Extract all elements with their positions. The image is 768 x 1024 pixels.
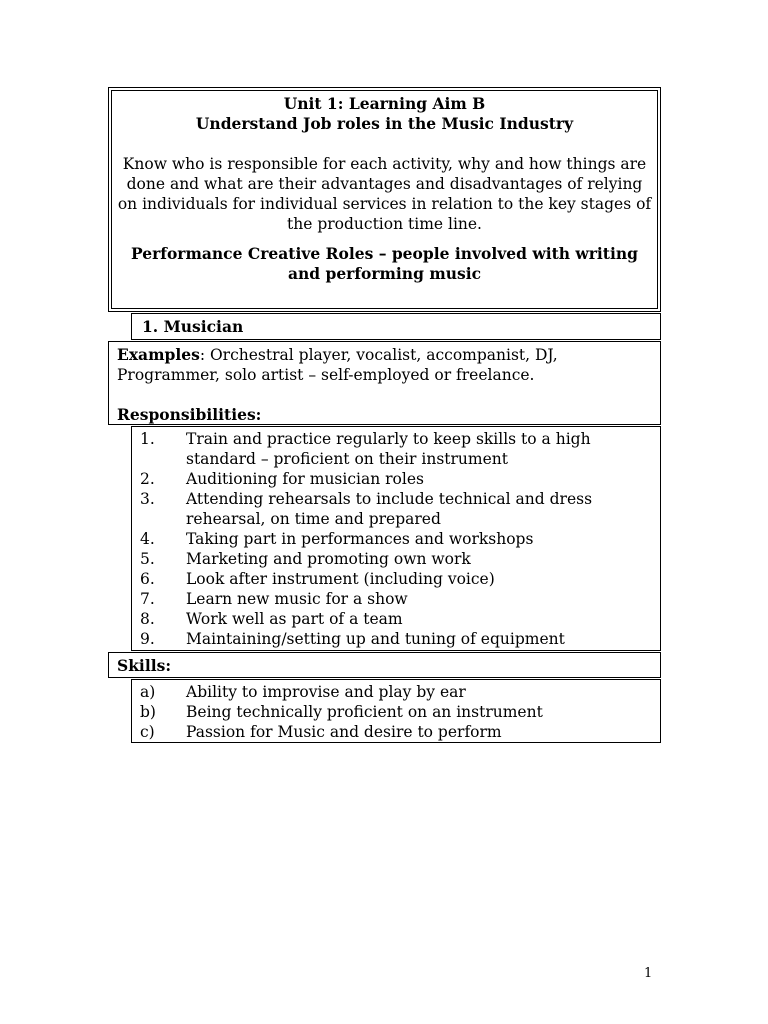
list-item xyxy=(140,589,652,609)
item-number: 6. xyxy=(140,570,155,588)
responsibilities-label: Responsibilities: xyxy=(117,405,262,424)
item-text: Being technically proficient on an instrument xyxy=(186,703,543,721)
item-number: 2. xyxy=(140,470,155,488)
item-text: Passion for Music and desire to perform xyxy=(186,723,502,741)
list-item xyxy=(140,569,652,589)
item-letter: c) xyxy=(140,723,155,741)
list-item xyxy=(140,722,652,742)
section-heading: Performance Creative Roles – people involved with writing and performing music xyxy=(131,244,638,283)
list-item xyxy=(140,682,652,702)
list-item xyxy=(140,609,652,629)
examples-box xyxy=(108,341,661,425)
skills-label: Skills: xyxy=(108,652,661,678)
item-number: 4. xyxy=(140,530,155,548)
item-text: Marketing and promoting own work xyxy=(186,550,471,568)
item-number: 8. xyxy=(140,610,155,628)
list-item xyxy=(140,529,652,549)
list-item xyxy=(140,489,652,529)
list-item xyxy=(140,702,652,722)
item-text: Attending rehearsals to include technical and dress rehearsal, on time and prepared xyxy=(186,490,593,528)
item-number: 1. xyxy=(140,430,155,448)
item-number: 3. xyxy=(140,490,155,508)
list-item xyxy=(140,629,652,649)
item-number: 7. xyxy=(140,590,155,608)
unit-title: Unit 1: Learning Aim B xyxy=(283,94,486,113)
item-text: Learn new music for a show xyxy=(186,590,408,608)
list-item xyxy=(140,469,652,489)
header-box xyxy=(108,87,661,312)
item-text: Work well as part of a team xyxy=(186,610,403,628)
item-text: Ability to improvise and play by ear xyxy=(186,683,466,701)
list-item xyxy=(140,549,652,569)
page-number: 1 xyxy=(644,966,653,981)
musician-heading: 1. Musician xyxy=(131,313,661,340)
examples-text: : Orchestral player, vocalist, accompanist, DJ, Programmer, solo artist – self-employed or freelance. xyxy=(117,346,558,384)
item-text: Taking part in performances and workshops xyxy=(186,530,534,548)
responsibilities-box xyxy=(131,426,661,651)
item-number: 5. xyxy=(140,550,155,568)
item-text: Look after instrument (including voice) xyxy=(186,570,495,588)
examples-label: Examples xyxy=(117,345,200,364)
skills-box xyxy=(131,679,661,743)
list-item xyxy=(140,429,652,469)
intro-text: Know who is responsible for each activity, why and how things are done and what are their advantages and disadvantages of relying on individuals for individual services in relation to the key stages of the production time line. xyxy=(117,155,652,233)
item-number: 9. xyxy=(140,630,155,648)
item-letter: a) xyxy=(140,683,156,701)
item-text: Maintaining/setting up and tuning of equipment xyxy=(186,630,565,648)
item-letter: b) xyxy=(140,703,156,721)
item-text: Auditioning for musician roles xyxy=(186,470,424,488)
page-subtitle: Understand Job roles in the Music Industry xyxy=(195,114,574,133)
item-text: Train and practice regularly to keep skills to a high standard – proficient on their instrument xyxy=(186,430,591,468)
